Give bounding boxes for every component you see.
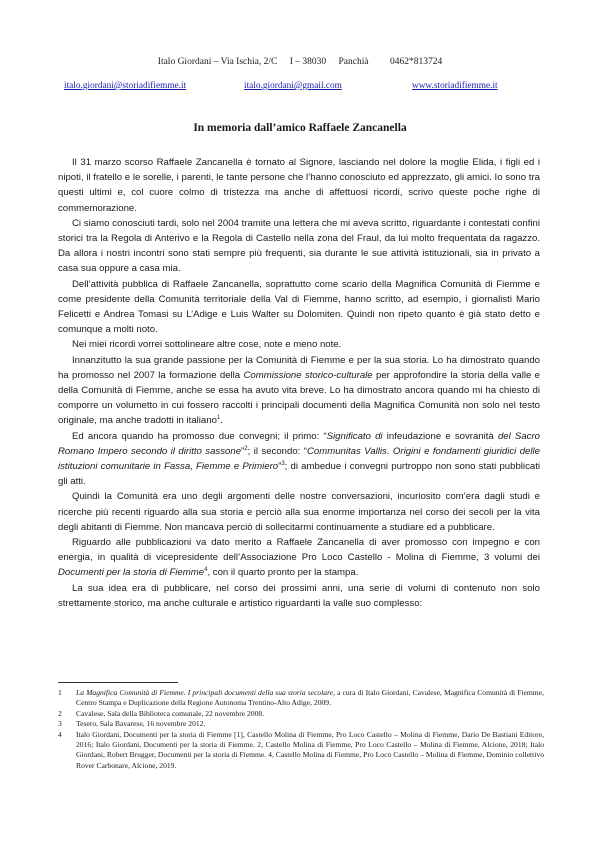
footnote-ref-4[interactable]: 4 [204,567,208,574]
footnote-3: 3 Tesero, Sala Bavarese, 16 novembre 2012. [58,719,206,729]
sender-address [0,57,600,67]
email-link-gmail[interactable]: italo.giordani@gmail.com [244,81,342,91]
paragraph-2: Ci siamo conosciuti tardi, solo nel 2004 tramite una lettera che mi aveva scritto, riguardante i contestati confini storici tra la Regola di Anterivo e la Regola di Castello nella zona del Fraul, da lui molto frequentata da ragazzo. Da allora i nostri incontri sono stati sempre più frequenti, sia durante le sue attività istituzionali, sia in privato a casa sua oppure a casa mia. [58,217,540,275]
document-title: In memoria dall’amico Raffaele Zancanella [193,122,407,134]
paragraph-4: Nei miei ricordi vorrei sottolineare altre cose, note e meno note. [72,339,342,351]
sender-phone: 0462*813724 [389,57,443,67]
footnote-1: 1 La Magnifica Comunità di Fiemme. I principali documenti della sua storia secolare, a cura di Italo Giordani, Cavalese, Magnifica Comunità di Fiemme, Centro Stampa e Duplicazione della Regione Autonoma Trentino-Alto Adige, 2009. [58,688,544,708]
sender-name-street: Italo Giordani – Via Ischia, 2/C [157,57,278,67]
sender-zip: I – 38030 [289,57,327,67]
paragraph-9: La sua idea era di pubblicare, nel corso dei prossimi anni, una serie di volumi di contenuto non solo strettamente storico, ma anche culturale e artistico riguardanti la valle suo complesso: [58,582,540,609]
paragraph-7: Quindi la Comunità era uno degli argomenti delle nostre conversazioni, incuriosito com’era dagli studi e ricerche più recenti riguardo alla sua storia e perciò alla sua enorme importanza nel corso dei secoli per la vita degli abitanti di Fiemme. Non mancava perciò di sollecitarmi continuamente a studiare ed a pubblicare. [58,491,540,533]
website-link[interactable]: www.storiadifiemme.it [412,81,498,91]
paragraph-5: Innanzitutto la sua grande passione per la Comunità di Fiemme e per la sua storia. Lo ha dimostrato quando ha promosso nel 2007 la formazione della Commissione storico-culturale per approfondire la storia della valle e della Comunità di Fiemme, anche se essa ha avuto vita breve. Lo ha dimostrato ancora quando mi ha chiesto di comporre un volumetto in cui fossero raccolti i principali documenti della Magnifica Comunità non solo nel testo originale, ma anche tradotti in italiano$^1$. [58,354,540,427]
paragraph-8: Riguardo alle pubblicazioni va dato merito a Raffaele Zancanella di aver promosso con impegno e con energia, in qualità di vicepresidente dell’Associazione Pro Loco Castello - Molina di Fiemme, 3 volumi dei Documenti per la storia di Fiemme$^4$, con il quarto pronto per la stampa. [58,537,540,579]
document-body [58,155,540,611]
footnote-divider [58,682,178,683]
footnote-ref-2[interactable]: 2 [244,445,248,452]
paragraph-1: Il 31 marzo scorso Raffaele Zancanella è tornato al Signore, lasciando nel dolore la moglie Elida, i figli ed i nipoti, il fratello e le sorelle, i parenti, le tante persone che l’hanno conosciuto ed apprezzato, gli amici. Io sono tra questi ultimi e, col cuore colmo di tristezza ma anche di affettuosi ricordi, scrivo queste poche righe di commemorazione. [58,157,540,214]
footnote-ref-1[interactable]: 1 [216,415,221,422]
footnote-4: 4 Italo Giordani, Documenti per la storia di Fiemme [1], Castello Molina di Fiemme, Pro Loco Castello – Molina di Fiemme, Dario De Bastiani Editore, 2016; Italo Giordani, Documenti per la storia di Fiemme. 2, Castello Molina di Fiemme, Pro Loco Castello – Molina di Fiemme, Alcione, 2018; Italo Giordani, Robert Brugger, Documenti per la storia di Fiemme. 4, Castello Molina di Fiemme, Pro Loco Castello – Molina di Fiemme, Dominio collettivo Rover Carbonare, Alcione, 2019. [58,729,544,770]
sender-town: Panchià [338,57,369,67]
email-link-storiadifiemme[interactable]: italo.giordani@storiadifiemme.it [64,81,187,91]
footnote-ref-3[interactable]: 3 [281,460,285,467]
paragraph-6: Ed ancora quando ha promosso due convegni; il primo: “Significato di infeudazione e sovranità del Sacro Romano Impero secondo il diritto sassone”$^2$; il secondo: “Communitas Vallis. Origini e fondamenti giuridici delle istituzioni comunitarie in Fassa, Fiemme e Primiero”$^3$; di ambedue i convegni purtroppo non sono stati pubblicati gli atti. [58,430,540,488]
paragraph-3: Dell’attività pubblica di Raffaele Zancanella, soprattutto come scario della Magnifica Comunità di Fiemme e come presidente della Comunità territoriale della Val di Fiemme, hanno scritto, ad esempio, i giornalisti Mario Felicetti e Andrea Tomasi su L’Adige e Luis Walter su Dolomiten. Quindi non ripeto quanto è già stato detto e comunque a molti noto. [58,278,540,336]
footnotes [58,688,544,771]
footnote-2: 2 Cavalese, Sala della Biblioteca comunale, 22 novembre 2008. [58,708,265,718]
